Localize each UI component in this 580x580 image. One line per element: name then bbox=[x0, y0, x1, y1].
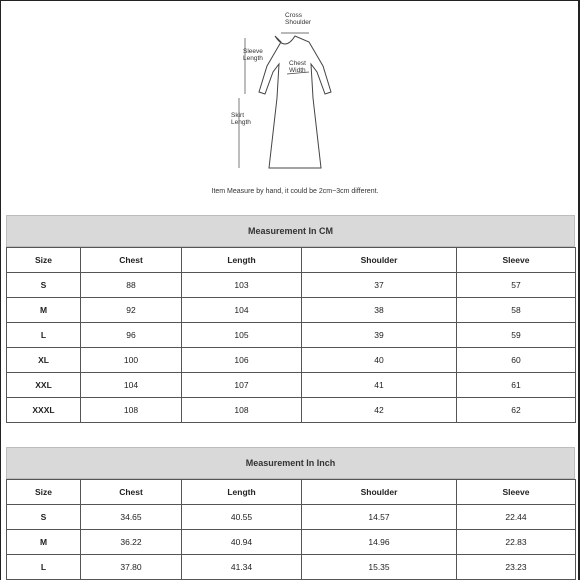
table-row bbox=[7, 398, 576, 423]
table-row bbox=[7, 505, 576, 530]
table-cell: 108 bbox=[81, 398, 182, 423]
header-cell: Shoulder bbox=[302, 248, 457, 273]
table-cell: 40.55 bbox=[182, 505, 302, 530]
table-cell: 41.34 bbox=[182, 555, 302, 580]
top-border bbox=[0, 0, 580, 1]
inch-table-title: Measurement In Inch bbox=[6, 447, 575, 479]
table-cell: 14.57 bbox=[302, 505, 457, 530]
header-cell: Chest bbox=[81, 248, 182, 273]
table-cell: 14.96 bbox=[302, 530, 457, 555]
table-row bbox=[7, 373, 576, 398]
header-cell: Length bbox=[182, 248, 302, 273]
table-cell: 42 bbox=[302, 398, 457, 423]
table-cell: 40.94 bbox=[182, 530, 302, 555]
table-cell: 60 bbox=[457, 348, 576, 373]
header-cell: Chest bbox=[81, 480, 182, 505]
table-cell: 38 bbox=[302, 298, 457, 323]
measure-note: Item Measure by hand, it could be 2cm~3cm different. bbox=[211, 188, 379, 195]
header-cell: Shoulder bbox=[302, 480, 457, 505]
table-cell: 15.35 bbox=[302, 555, 457, 580]
header-cell: Length bbox=[182, 480, 302, 505]
size-cell: XXXL bbox=[7, 398, 81, 423]
table-cell: 107 bbox=[182, 373, 302, 398]
table-cell: 36.22 bbox=[81, 530, 182, 555]
size-cell: L bbox=[7, 323, 81, 348]
chest-width-label: Chest Width bbox=[289, 60, 306, 74]
cross-shoulder-label: Cross Shoulder bbox=[285, 12, 312, 26]
table-cell: 39 bbox=[302, 323, 457, 348]
dress-outline-icon bbox=[225, 8, 345, 188]
table-cell: 58 bbox=[457, 298, 576, 323]
table-row bbox=[7, 555, 576, 580]
table-cell: 92 bbox=[81, 298, 182, 323]
table-cell: 105 bbox=[182, 323, 302, 348]
table-cell: 22.83 bbox=[457, 530, 576, 555]
table-cell: 23.23 bbox=[457, 555, 576, 580]
header-cell: Size bbox=[7, 248, 81, 273]
size-cell: S bbox=[7, 273, 81, 298]
header-cell: Sleeve bbox=[457, 480, 576, 505]
table-cell: 106 bbox=[182, 348, 302, 373]
sleeve-length-label: Sleeve Length bbox=[243, 48, 263, 62]
table-cell: 104 bbox=[182, 298, 302, 323]
size-cell: XXL bbox=[7, 373, 81, 398]
table-row bbox=[7, 298, 576, 323]
table-cell: 40 bbox=[302, 348, 457, 373]
table-cell: 62 bbox=[457, 398, 576, 423]
cm-table-title: Measurement In CM bbox=[6, 215, 575, 247]
table-row bbox=[7, 530, 576, 555]
left-border bbox=[0, 0, 1, 580]
table-cell: 59 bbox=[457, 323, 576, 348]
inch-table-block bbox=[6, 447, 575, 580]
table-cell: 96 bbox=[81, 323, 182, 348]
size-cell: XL bbox=[7, 348, 81, 373]
table-cell: 88 bbox=[81, 273, 182, 298]
table-header-row bbox=[7, 480, 576, 505]
header-cell: Sleeve bbox=[457, 248, 576, 273]
table-cell: 61 bbox=[457, 373, 576, 398]
table-cell: 100 bbox=[81, 348, 182, 373]
table-header-row bbox=[7, 248, 576, 273]
size-cell: M bbox=[7, 298, 81, 323]
dress-measurement-diagram bbox=[225, 8, 345, 188]
size-cell: L bbox=[7, 555, 81, 580]
table-cell: 41 bbox=[302, 373, 457, 398]
table-row bbox=[7, 348, 576, 373]
table-cell: 37.80 bbox=[81, 555, 182, 580]
header-cell: Size bbox=[7, 480, 81, 505]
cm-table-block bbox=[6, 215, 575, 423]
cm-table bbox=[6, 247, 576, 423]
size-cell: S bbox=[7, 505, 81, 530]
size-cell: M bbox=[7, 530, 81, 555]
skirt-length-label: Skirt Length bbox=[231, 112, 251, 126]
table-cell: 108 bbox=[182, 398, 302, 423]
inch-table bbox=[6, 479, 576, 580]
table-cell: 22.44 bbox=[457, 505, 576, 530]
table-cell: 57 bbox=[457, 273, 576, 298]
table-cell: 104 bbox=[81, 373, 182, 398]
table-cell: 34.65 bbox=[81, 505, 182, 530]
table-cell: 103 bbox=[182, 273, 302, 298]
table-row bbox=[7, 323, 576, 348]
table-cell: 37 bbox=[302, 273, 457, 298]
table-row bbox=[7, 273, 576, 298]
